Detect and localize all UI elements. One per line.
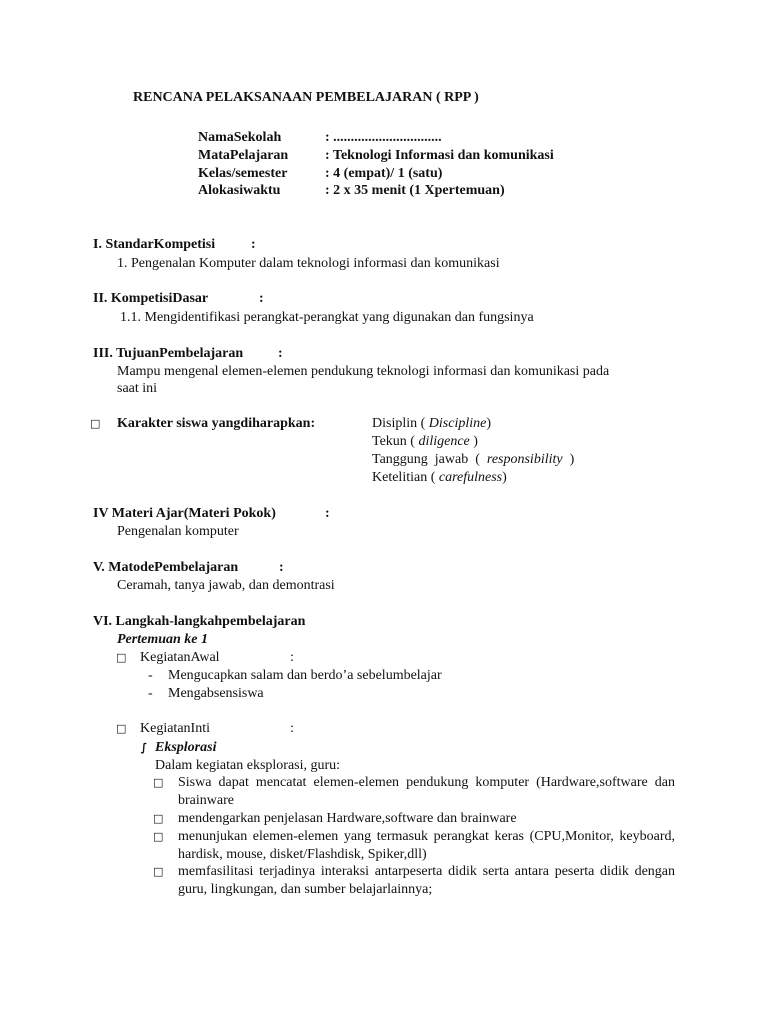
section-1-item: 1. Pengenalan Komputer dalam teknologi informasi dan komunikasi xyxy=(117,256,500,271)
awal-list-item: Mengucapkan salam dan berdo’a sebelumbelajar xyxy=(168,668,442,683)
section-1-heading: I. StandarKompetisi xyxy=(93,237,216,252)
section-4-heading: IV Materi Ajar(Materi Pokok) xyxy=(93,506,276,521)
identity-value-subject: : Teknologi Informasi dan komunikasi xyxy=(325,148,554,163)
identity-value-class: : 4 (empat)/ 1 (satu) xyxy=(325,166,443,181)
section-4-colon: : xyxy=(325,506,330,521)
identity-label-time: Alokasiwaktu xyxy=(198,183,281,198)
identity-label-class: Kelas/semester xyxy=(198,166,288,181)
karakter-bullet-icon: □ xyxy=(90,417,101,430)
kegiatan-inti-colon: : xyxy=(290,721,294,736)
checkbox-bullet-icon: □ xyxy=(153,812,164,825)
identity-label-school: NamaSekolah xyxy=(198,130,282,145)
section-4-item: Pengenalan komputer xyxy=(117,524,239,539)
eksplorasi-bullet-icon: ∫ xyxy=(140,741,148,754)
identity-value-time: : 2 x 35 menit (1 Xpertemuan) xyxy=(325,183,505,198)
eksplorasi-list-item: Siswa dapat mencatat elemen-elemen pendukung komputer (Hardware,software dan brainware xyxy=(178,775,675,808)
awal-bullet-icon: □ xyxy=(116,651,127,664)
dash-icon: - xyxy=(148,686,153,701)
document-title: RENCANA PELAKSANAAN PEMBELAJARAN ( RPP ) xyxy=(133,90,479,105)
section-6-heading: VI. Langkah-langkahpembelajaran xyxy=(93,614,306,629)
section-1-colon: : xyxy=(251,237,256,252)
eksplorasi-list-item: mendengarkan penjelasan Hardware,software dan brainware xyxy=(178,811,517,826)
karakter-item: Tekun ( diligence ) xyxy=(372,434,478,449)
eksplorasi-list-item: memfasilitasi terjadinya interaksi antarpeserta didik serta antara peserta didik dengan guru, lingkungan, dan sumber belajarlainnya; xyxy=(178,864,675,897)
kegiatan-inti-label: KegiatanInti xyxy=(140,721,210,736)
section-2-heading: II. KompetisiDasar xyxy=(93,291,209,306)
section-3-line-2: saat ini xyxy=(117,381,158,396)
eksplorasi-list-item: menunjukan elemen-elemen yang termasuk perangkat keras (CPU,Monitor, keyboard, hardisk, mouse, disket/Flashdisk, Spiker,dll) xyxy=(178,829,675,862)
kegiatan-awal-label: KegiatanAwal xyxy=(140,650,220,665)
checkbox-bullet-icon: □ xyxy=(153,865,164,878)
section-5-heading: V. MatodePembelajaran xyxy=(93,560,239,575)
karakter-item: Tanggung jawab ( responsibility ) xyxy=(372,452,575,467)
section-5-item: Ceramah, tanya jawab, dan demontrasi xyxy=(117,578,335,593)
dash-icon: - xyxy=(148,668,153,683)
karakter-item: Ketelitian ( carefulness) xyxy=(372,470,507,485)
section-2-colon: : xyxy=(259,291,264,306)
identity-label-subject: MataPelajaran xyxy=(198,148,289,163)
section-3-line-1: Mampu mengenal elemen-elemen pendukung teknologi informasi dan komunikasi pada xyxy=(117,364,610,379)
section-3-heading: III. TujuanPembelajaran xyxy=(93,346,244,361)
section-5-colon: : xyxy=(279,560,284,575)
eksplorasi-heading: Eksplorasi xyxy=(155,740,217,755)
kegiatan-awal-colon: : xyxy=(290,650,294,665)
section-3-colon: : xyxy=(278,346,283,361)
meeting-label: Pertemuan ke 1 xyxy=(117,632,208,647)
inti-bullet-icon: □ xyxy=(116,722,127,735)
awal-list-item: Mengabsensiswa xyxy=(168,686,264,701)
eksplorasi-intro: Dalam kegiatan eksplorasi, guru: xyxy=(155,758,341,773)
section-2-item: 1.1. Mengidentifikasi perangkat-perangkat yang digunakan dan fungsinya xyxy=(120,310,534,325)
karakter-label: Karakter siswa yangdiharapkan: xyxy=(117,416,316,431)
karakter-item: Disiplin ( Discipline) xyxy=(372,416,491,431)
checkbox-bullet-icon: □ xyxy=(153,830,164,843)
identity-value-school: : ............................... xyxy=(325,130,442,145)
checkbox-bullet-icon: □ xyxy=(153,776,164,789)
